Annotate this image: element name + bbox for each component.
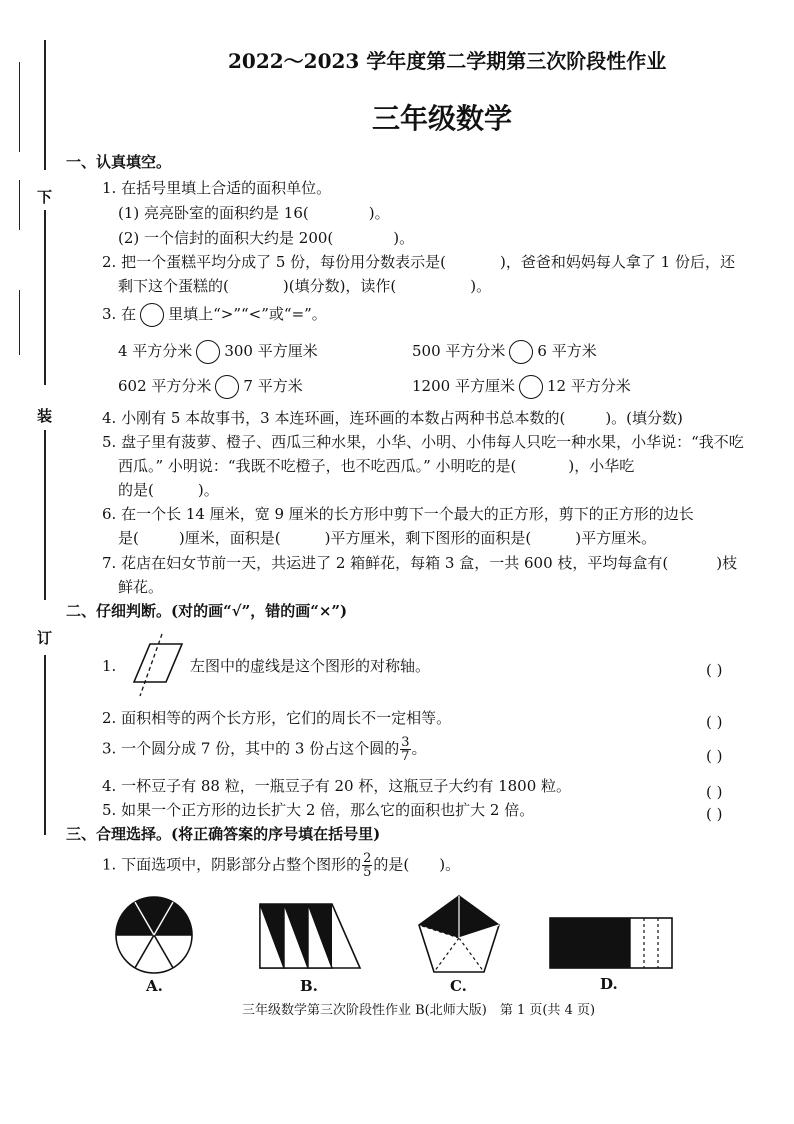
judge-paren-2[interactable]: ( ) bbox=[706, 713, 723, 731]
q1-1a-end: )。 bbox=[368, 204, 390, 222]
q1-2-line2 bbox=[118, 276, 491, 296]
compare-item-3 bbox=[118, 375, 303, 399]
judge-text-1: 左图中的虚线是这个图形的对称轴。 bbox=[190, 657, 431, 675]
judge-item-1 bbox=[102, 656, 116, 676]
q1-2-line2-end: )。 bbox=[470, 277, 492, 295]
choice-q1-end2: )。 bbox=[439, 855, 461, 874]
fraction-2-5 bbox=[362, 852, 372, 879]
judge-paren-5[interactable]: ( ) bbox=[706, 805, 723, 823]
binding-line-mid2 bbox=[44, 430, 46, 600]
binding-char-ding: 订 bbox=[37, 629, 53, 647]
binding-tick-2 bbox=[19, 180, 20, 230]
binding-line-top bbox=[44, 40, 46, 170]
frac-den: 7 bbox=[401, 749, 410, 764]
compare-right: 7 平方米 bbox=[243, 377, 303, 395]
compare-left: 1200 平方厘米 bbox=[412, 377, 515, 395]
compare-right: 12 平方分米 bbox=[546, 377, 631, 395]
q1-2-line1-text: 2. 把一个蛋糕平均分成了 5 份，每份用分数表示是( bbox=[102, 253, 447, 271]
option-a-figure bbox=[112, 893, 196, 977]
q1-5-line3-end: )。 bbox=[197, 481, 219, 499]
option-b-label[interactable]: B. bbox=[300, 977, 318, 995]
q1-1b bbox=[118, 228, 414, 248]
q1-5-line1: 5. 盘子里有菠萝、橙子、西瓜三种水果，小华、小明、小伟每人只吃一种水果，小华说：“我不吃 bbox=[102, 433, 744, 451]
compare-item-1 bbox=[118, 340, 318, 364]
judge-text-5: 5. 如果一个正方形的边长扩大 2 倍，那么它的面积也扩大 2 倍。 bbox=[102, 801, 535, 819]
compare-left: 602 平方分米 bbox=[118, 377, 212, 395]
q1-1a-text: (1) 亮亮卧室的面积约是 16( bbox=[118, 204, 309, 222]
option-d-figure bbox=[548, 916, 674, 970]
q1-7-line1-text: 7. 花店在妇女节前一天，共运进了 2 箱鲜花，每箱 3 盒，一共 600 枝，平均每盒有( bbox=[102, 554, 669, 572]
judge-text-3: 3. 一个圆分成 7 份，其中的 3 份占这个圆的 bbox=[102, 739, 400, 758]
q1-6-a: 是( bbox=[118, 529, 139, 547]
q1-5-line2 bbox=[118, 456, 634, 476]
q1-6-c: )平方厘米，剩下图形的面积是( bbox=[324, 529, 532, 547]
q1-3-post: 里填上“>”“<”或“=”。 bbox=[168, 305, 327, 323]
q1-2-line1-end: )，爸爸和妈妈每人拿了 1 份后，还 bbox=[500, 253, 735, 271]
q1-2-line1 bbox=[102, 252, 735, 272]
binding-tick-1 bbox=[19, 62, 20, 152]
q1-5-line2-text: 西瓜。” 小明说：“我既不吃橙子，也不吃西瓜。” 小明吃的是( bbox=[118, 457, 517, 475]
exam-title: 2022～2023 学年度第二学期第三次阶段性作业 bbox=[228, 49, 667, 73]
option-a-label[interactable]: A. bbox=[146, 977, 163, 995]
compare-left: 500 平方分米 bbox=[412, 342, 506, 360]
q1-3-stem bbox=[102, 303, 327, 327]
q1-2-line2-mid: )(填分数)，读作( bbox=[282, 277, 397, 295]
q1-7-line1 bbox=[102, 553, 737, 573]
choice-q1-text: 1. 下面选项中，阴影部分占整个图形的 bbox=[102, 855, 362, 874]
q1-3-pre: 3. 在 bbox=[102, 305, 137, 323]
compare-right: 6 平方米 bbox=[537, 342, 597, 360]
frac-num: 2 bbox=[363, 851, 372, 866]
page-footer: 三年级数学第三次阶段性作业 B(北师大版) 第 1 页(共 4 页) bbox=[242, 1003, 596, 1018]
compare-circle[interactable] bbox=[519, 375, 543, 399]
judge-paren-1[interactable]: ( ) bbox=[706, 661, 723, 679]
compare-item-4 bbox=[412, 375, 631, 399]
q1-6-line1: 6. 在一个长 14 厘米，宽 9 厘米的长方形中剪下一个最大的正方形，剪下的正方形的边长 bbox=[102, 505, 694, 523]
binding-line-mid1 bbox=[44, 210, 46, 385]
q1-4-end: )。(填分数) bbox=[605, 409, 683, 427]
binding-char-xia: 下 bbox=[37, 188, 53, 206]
judge-paren-4[interactable]: ( ) bbox=[706, 783, 723, 801]
q1-4 bbox=[102, 408, 683, 428]
q1-1-text: 1. 在括号里填上合适的面积单位。 bbox=[102, 179, 332, 197]
option-b-figure bbox=[256, 902, 366, 972]
q1-6-line2 bbox=[118, 528, 656, 548]
section3-heading: 三、合理选择。(将正确答案的序号填在括号里) bbox=[66, 825, 381, 843]
compare-left: 4 平方分米 bbox=[118, 342, 193, 360]
compare-item-2 bbox=[412, 340, 597, 364]
compare-circle[interactable] bbox=[196, 340, 220, 364]
section1-heading: 一、认真填空。 bbox=[66, 153, 172, 171]
section2-heading: 二、仔细判断。(对的画“√”，错的画“×”) bbox=[66, 602, 348, 620]
fraction-3-7 bbox=[400, 736, 410, 763]
judge-num: 1. bbox=[102, 657, 117, 675]
judge-item-3 bbox=[102, 736, 427, 763]
option-d-label[interactable]: D. bbox=[600, 975, 618, 993]
judge-text-2: 2. 面积相等的两个长方形，它们的周长不一定相等。 bbox=[102, 709, 452, 727]
choice-q1 bbox=[102, 852, 460, 879]
binding-tick-3 bbox=[19, 290, 20, 355]
q1-7-line1-end: )枝 bbox=[716, 554, 738, 572]
binding-line-bottom bbox=[44, 655, 46, 835]
q1-4-text: 4. 小刚有 5 本故事书，3 本连环画，连环画的本数占两种书总本数的( bbox=[102, 409, 566, 427]
q1-1b-text: (2) 一个信封的面积大约是 200( bbox=[118, 229, 334, 247]
q1-2-line2-text: 剩下这个蛋糕的( bbox=[118, 277, 229, 295]
subject-title: 三年级数学 bbox=[372, 102, 513, 135]
judge-text-4: 4. 一杯豆子有 88 粒，一瓶豆子有 20 杯，这瓶豆子大约有 1800 粒。 bbox=[102, 777, 572, 795]
option-c-figure bbox=[414, 892, 504, 976]
q1-7-line2: 鲜花。 bbox=[118, 578, 164, 596]
answer-circle[interactable] bbox=[140, 303, 164, 327]
frac-den: 5 bbox=[363, 865, 372, 880]
judge-paren-3[interactable]: ( ) bbox=[706, 747, 723, 765]
q1-5-line2-end: )，小华吃 bbox=[568, 457, 635, 475]
frac-num: 3 bbox=[401, 735, 410, 750]
binding-char-zhuang: 装 bbox=[37, 407, 53, 425]
option-c-label[interactable]: C. bbox=[450, 977, 467, 995]
q1-5-line3 bbox=[118, 480, 219, 500]
compare-right: 300 平方厘米 bbox=[224, 342, 318, 360]
q1-5-line3-text: 的是( bbox=[118, 481, 154, 499]
compare-circle[interactable] bbox=[509, 340, 533, 364]
q1-1b-end: )。 bbox=[393, 229, 415, 247]
parallelogram-figure bbox=[118, 632, 188, 698]
q1-6-b: )厘米，面积是( bbox=[178, 529, 281, 547]
compare-circle[interactable] bbox=[215, 375, 239, 399]
choice-q1-end: 的是( bbox=[373, 855, 410, 874]
judge-end-3: 。 bbox=[411, 739, 427, 758]
q1-6-d: )平方厘米。 bbox=[575, 529, 657, 547]
q1-1a bbox=[118, 203, 390, 223]
